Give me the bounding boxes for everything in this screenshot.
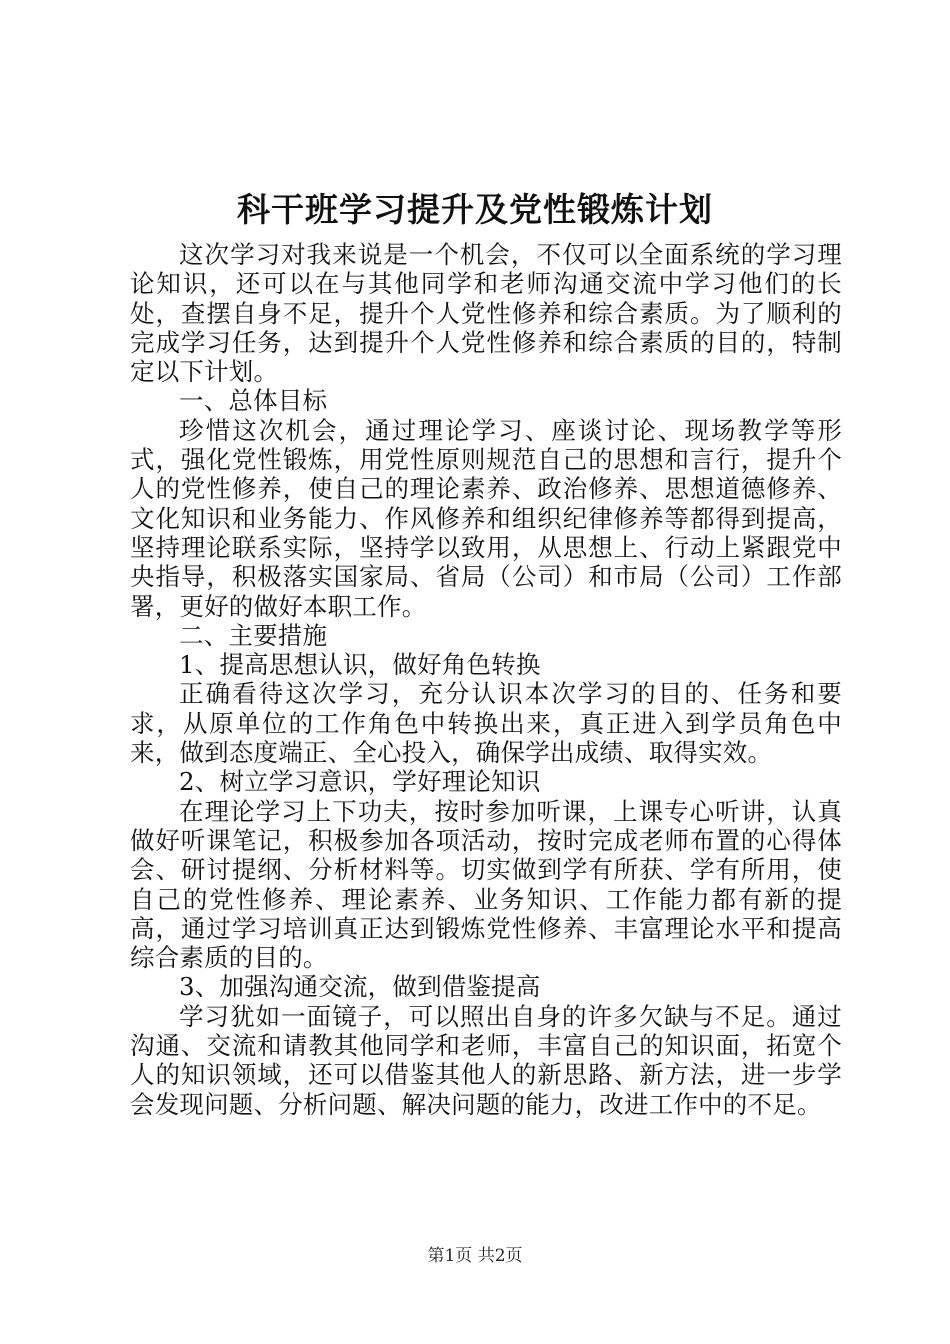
item-paragraph-1: 正确看待这次学习，充分认识本次学习的目的、任务和要求，从原单位的工作角色中转换出来，真正进入到学员角色中来，做到态度端正、全心投入，确保学出成绩、取得实效。	[130, 679, 842, 768]
item-heading-1: 1、提高思想认识，做好角色转换	[179, 650, 541, 680]
document-body	[130, 240, 842, 1119]
intro-paragraph: 这次学习对我来说是一个机会，不仅可以全面系统的学习理论知识，还可以在与其他同学和老师沟通交流中学习他们的长处，查摆自身不足，提升个人党性修养和综合素质。为了顺利的完成学习任务，达到提升个人党性修养和综合素质的目的，特制定以下计划。	[130, 240, 842, 387]
item-heading-2: 2、树立学习意识，学好理论知识	[179, 767, 541, 797]
item-paragraph-3: 学习犹如一面镜子，可以照出自身的许多欠缺与不足。通过沟通、交流和请教其他同学和老师，丰富自己的知识面，拓宽个人的知识领域，还可以借鉴其他人的新思路、新方法，进一步学会发现问题、分析问题、解决问题的能力，改进工作中的不足。	[130, 1001, 842, 1119]
item-heading-3: 3、加强沟通交流，做到借鉴提高	[179, 972, 541, 1002]
page-number-footer: 第1页 共2页	[427, 1246, 523, 1266]
section-heading-main-measures: 二、主要措施	[179, 620, 328, 650]
section-heading-overall-goal: 一、总体目标	[179, 386, 328, 416]
section-paragraph-overall-goal: 珍惜这次机会，通过理论学习、座谈讨论、现场教学等形式，强化党性锻炼，用党性原则规范自己的思想和言行，提升个人的党性修养，使自己的理论素养、政治修养、思想道德修养、文化知识和业务能力、作风修养和组织纪律修养等都得到提高，坚持理论联系实际，坚持学以致用，从思想上、行动上紧跟党中央指导，积极落实国家局、省局（公司）和市局（公司）工作部署，更好的做好本职工作。	[130, 415, 842, 621]
document-title: 科干班学习提升及党性锻炼计划	[237, 190, 713, 229]
item-paragraph-2: 在理论学习上下功夫，按时参加听课，上课专心听讲，认真做好听课笔记，积极参加各项活动，按时完成老师布置的心得体会、研讨提纲、分析材料等。切实做到学有所获、学有所用，使自己的党性修养、理论素养、业务知识、工作能力都有新的提高，通过学习培训真正达到锻炼党性修养、丰富理论水平和提高综合素质的目的。	[130, 796, 842, 973]
